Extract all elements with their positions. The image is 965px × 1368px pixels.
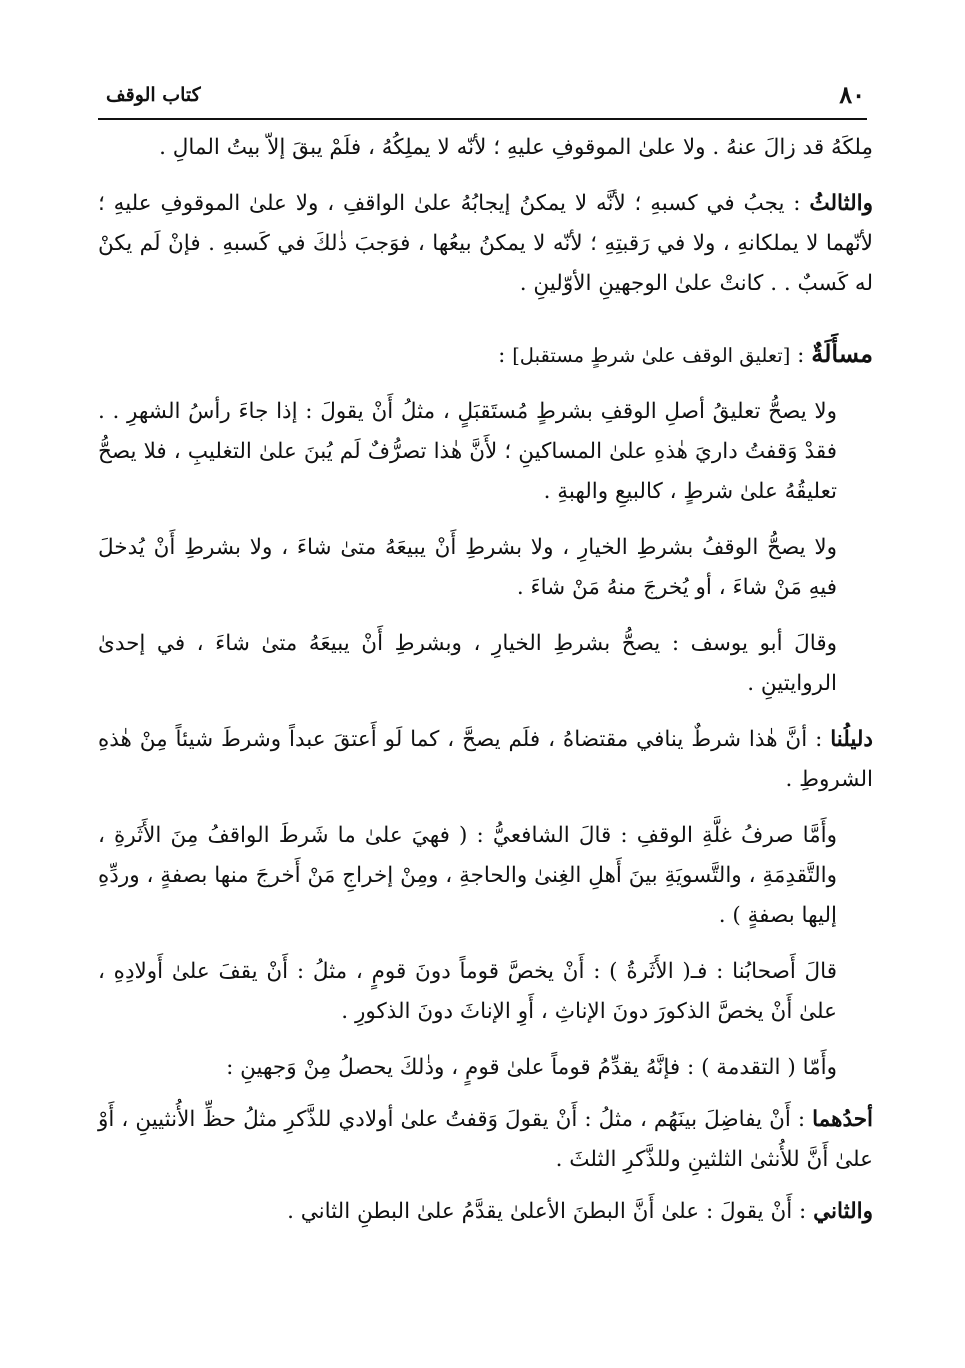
paragraph bbox=[98, 128, 873, 168]
paragraph-text: : أَنْ يقولَ : علىٰ أَنَّ البطنَ الأعلىٰ يقدَّمُ علىٰ البطنِ الثاني . bbox=[287, 1199, 814, 1224]
paragraph-text: مِلكَهُ قد زالَ عنهُ . ولا علىٰ الموقوفِ عليهِ ؛ لأنّه لا يملِكُهُ ، فلَمْ يبقَ إلاّ بيتُ المالِ . bbox=[159, 135, 873, 160]
paragraph-text: : أنَّ هٰذا شرطٌ ينافي مقتضاهُ ، فلَم يصحَّ ، كما لَو أَعتقَ عبداً وشرطَ شيئاً مِنْ هٰذهِ الشروطِ . bbox=[98, 727, 873, 792]
section-heading: مسأَلَةٌ : [تعليق الوقف علىٰ شرطٍ مستقبل] : bbox=[498, 339, 873, 368]
paragraph-text: ولا يصحُّ تعليقُ أصلِ الوقفِ بشرطٍ مُستَقبَلٍ ، مثلُ أَنْ يقولَ : إذا جاءَ رأسُ الشهرِ . . فقدْ وَقفتُ داريَ هٰذهِ علىٰ المساكينِ ؛ لأَنَّ هٰذا تصرُّفٌ لَم يُبنَ علىٰ التغليبِ ، فلا يصحُّ تعليقُهُ علىٰ شرطٍ ، كالبيعِ والهبةِ . bbox=[98, 399, 837, 504]
paragraph bbox=[98, 1048, 873, 1088]
paragraph-lead: دليلُنا bbox=[830, 727, 873, 752]
paragraph bbox=[98, 1192, 873, 1232]
section-label: مسأَلَةٌ bbox=[811, 339, 873, 368]
page-body bbox=[98, 128, 873, 1248]
paragraph-text: وأَمّا ( التقدمة ) : فإنَّهُ يقدِّمُ قوماً علىٰ قومٍ ، وذٰلكَ يحصلُ مِنْ وَجهينِ : bbox=[226, 1055, 837, 1080]
paragraph-text: : أَنْ يفاضِلَ بينَهُم ، مثلُ : أَنْ يقولَ وَقفتُ علىٰ أولادي للذَّكرِ مثلُ حظِّ الأُنثيينِ ، أَوْ علىٰ أَنَّ للأُنثىٰ الثلثينِ وللذَّكرِ الثلثَ . bbox=[98, 1107, 873, 1172]
paragraph-text: وقالَ أبو يوسف : يصحُّ بشرطِ الخيارِ ، وبشرطِ أَنْ يبيعَهُ متىٰ شاءَ ، في إحدىٰ الروايتينِ . bbox=[98, 631, 837, 696]
paragraph-text: وأَمَّا صرفُ غلَّةِ الوقفِ : قالَ الشافعيُّ : ( فهيَ علىٰ ما شَرطَ الواقفُ مِنَ الأَثَرةِ ، والتَّقدِمَةِ ، والتَّسويَةِ بينَ أَهلِ الغِنىٰ والحاجةِ ، ومِنْ إخراجِ مَنْ أَخرجَ منها بصفةٍ ، وردِّهِ إليها بصفةٍ ) . bbox=[98, 823, 837, 928]
paragraph-text: قالَ أَصحابُنا : فـ( الأَثَرةُ ) : أَنْ يخصَّ قوماً دونَ قومٍ ، مثلُ : أَنْ يقفَ علىٰ أَولادِهِ ، علىٰ أَنْ يخصَّ الذكورَ دونَ الإناثِ ، أَوِ الإناثَ دونَ الذكورِ . bbox=[98, 959, 837, 1024]
paragraph bbox=[98, 528, 873, 608]
paragraph-text: : يجبُ في كسبهِ ؛ لأنَّه لا يمكنُ إيجابُهُ علىٰ الواقفِ ، ولا علىٰ الموقوفِ عليهِ ؛ لأنّهما لا يملكانهِ ، ولا في رَقبتِهِ ؛ لأنّه لا يمكنُ بيعُها ، فوَجبَ ذٰلكَ في كَسبهِ . فإنْ لَم يكنْ له كَسبٌ . . كانتْ علىٰ الوجهينِ الأوّلينِ . bbox=[98, 191, 873, 296]
header-rule bbox=[98, 118, 867, 120]
paragraph bbox=[98, 816, 873, 936]
paragraph bbox=[98, 392, 873, 512]
section-title: [تعليق الوقف علىٰ شرطٍ مستقبل] bbox=[512, 344, 791, 367]
paragraph bbox=[98, 624, 873, 704]
running-title: كتاب الوقف bbox=[106, 84, 201, 106]
paragraph bbox=[98, 184, 873, 304]
paragraph bbox=[98, 1100, 873, 1180]
paragraph-lead: أحدُهما bbox=[812, 1107, 873, 1132]
paragraph-lead: والثالثُ bbox=[809, 191, 873, 216]
paragraph-lead: والثاني bbox=[813, 1199, 873, 1224]
paragraph-text: ولا يصحُّ الوقفُ بشرطِ الخيارِ ، ولا بشرطِ أَنْ يبيعَهُ متىٰ شاءَ ، ولا بشرطِ أَنْ يُدخلَ فيهِ مَنْ شاءَ ، أو يُخرجَ منهُ مَنْ شاءَ . bbox=[98, 535, 837, 600]
page-number: ٨٠ bbox=[839, 80, 865, 109]
paragraph bbox=[98, 720, 873, 800]
paragraph bbox=[98, 952, 873, 1032]
page-header bbox=[100, 78, 865, 112]
section-colon: : bbox=[498, 343, 513, 368]
